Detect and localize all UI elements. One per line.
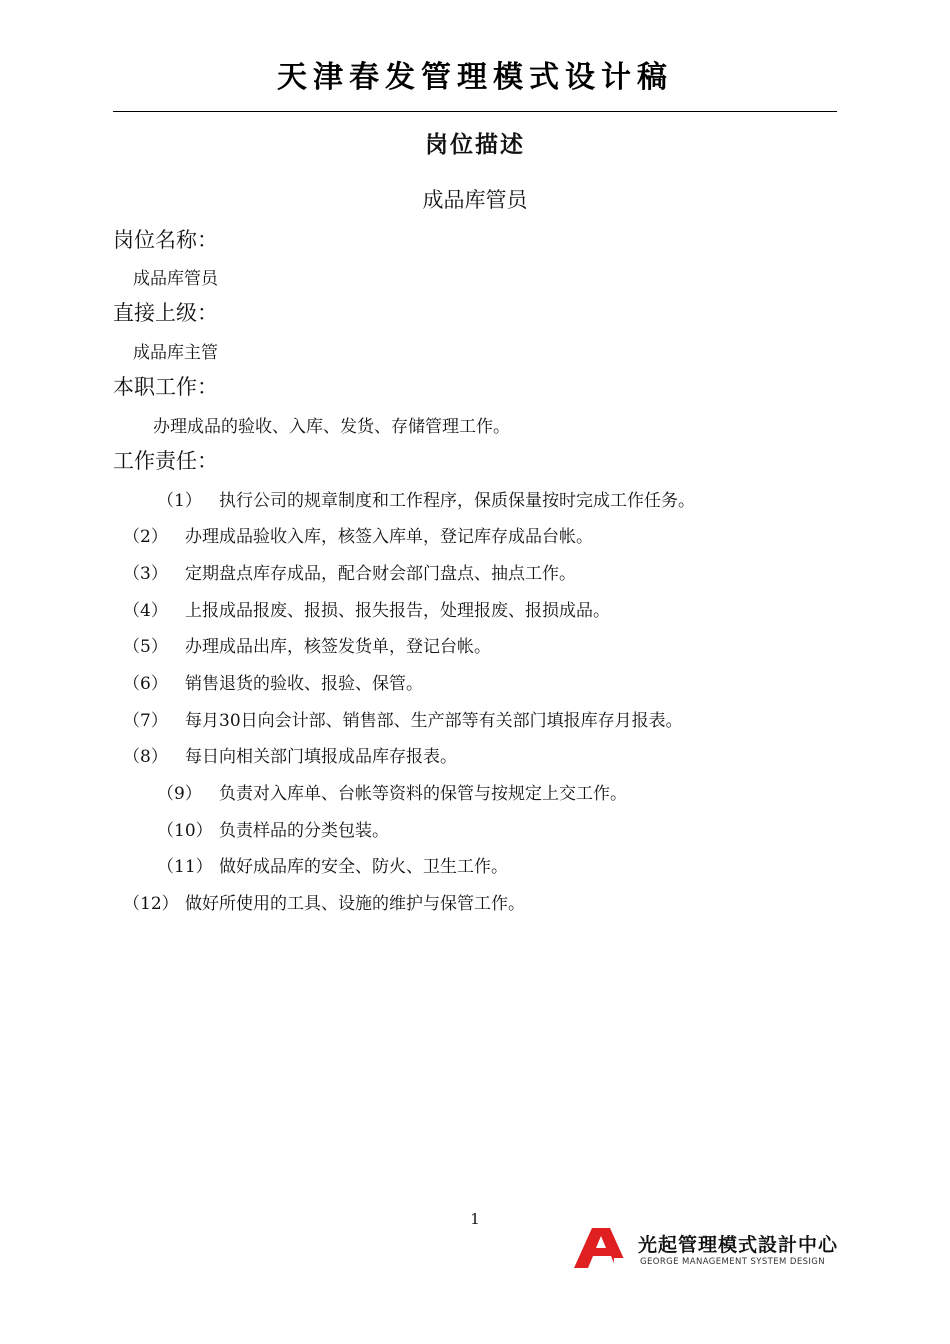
position-title: 成品库管员 — [422, 188, 528, 212]
logo-a-mark-icon — [574, 1228, 630, 1268]
duty-text: 负责对入库单、台帐等资料的保管与按规定上交工作。 — [219, 784, 627, 804]
duty-item — [123, 889, 525, 914]
duty-text: 定期盘点库存成品，配合财会部门盘点、抽点工作。 — [185, 564, 576, 584]
logo-chinese-name: 光起管理模式設計中心 — [638, 1234, 839, 1256]
company-logo — [574, 1226, 844, 1272]
duty-item — [123, 559, 576, 584]
duty-number: （11） — [157, 857, 213, 877]
duty-text: 每月30日向会计部、销售部、生产部等有关部门填报库存月报表。 — [185, 711, 683, 731]
page-number: 1 — [470, 1210, 480, 1228]
section-body-supervisor: 成品库主管 — [133, 343, 218, 363]
duty-text: 销售退货的验收、报验、保管。 — [185, 674, 423, 694]
duty-text: 每日向相关部门填报成品库存报表。 — [185, 747, 457, 767]
section-heading-responsibilities: 工作责任： — [113, 449, 218, 473]
duty-item — [123, 596, 610, 621]
header-title: 天津春发管理模式设计稿 — [277, 60, 673, 95]
duty-number: （9） — [157, 784, 202, 804]
duty-text: 上报成品报废、报损、报失报告，处理报废、报损成品。 — [185, 601, 610, 621]
duty-item — [123, 706, 683, 731]
duty-number: （8） — [123, 747, 168, 767]
duty-text: 执行公司的规章制度和工作程序，保质保量按时完成工作任务。 — [219, 491, 695, 511]
duty-item — [157, 486, 695, 511]
document-type: 岗位描述 — [425, 132, 525, 158]
duty-number: （2） — [123, 527, 168, 547]
duty-number: （4） — [123, 601, 168, 621]
section-heading-main-job: 本职工作： — [113, 375, 218, 399]
section-heading-supervisor: 直接上级： — [113, 301, 218, 325]
duty-number: （12） — [123, 894, 179, 914]
duty-number: （1） — [157, 491, 202, 511]
duty-item — [123, 742, 457, 767]
duty-number: （6） — [123, 674, 168, 694]
duty-text: 负责样品的分类包装。 — [219, 821, 389, 841]
section-body-main-job: 办理成品的验收、入库、发货、存储管理工作。 — [153, 417, 510, 437]
section-body-position-name: 成品库管员 — [133, 269, 218, 289]
header-divider — [113, 111, 837, 112]
duty-item — [123, 632, 491, 657]
duty-number: （3） — [123, 564, 168, 584]
duty-item — [123, 522, 593, 547]
duty-item — [123, 669, 423, 694]
duty-text: 做好成品库的安全、防火、卫生工作。 — [219, 857, 508, 877]
duty-number: （7） — [123, 711, 168, 731]
duty-item — [157, 779, 627, 804]
duty-text: 做好所使用的工具、设施的维护与保管工作。 — [185, 894, 525, 914]
duty-number: （10） — [157, 821, 213, 841]
duty-number: （5） — [123, 637, 168, 657]
logo-english-name: GEORGE MANAGEMENT SYSTEM DESIGN — [640, 1257, 826, 1267]
duty-item — [157, 852, 508, 877]
section-heading-position-name: 岗位名称： — [113, 228, 218, 252]
duty-text: 办理成品出库，核签发货单，登记台帐。 — [185, 637, 491, 657]
duty-text: 办理成品验收入库，核签入库单，登记库存成品台帐。 — [185, 527, 593, 547]
duty-item — [157, 816, 389, 841]
